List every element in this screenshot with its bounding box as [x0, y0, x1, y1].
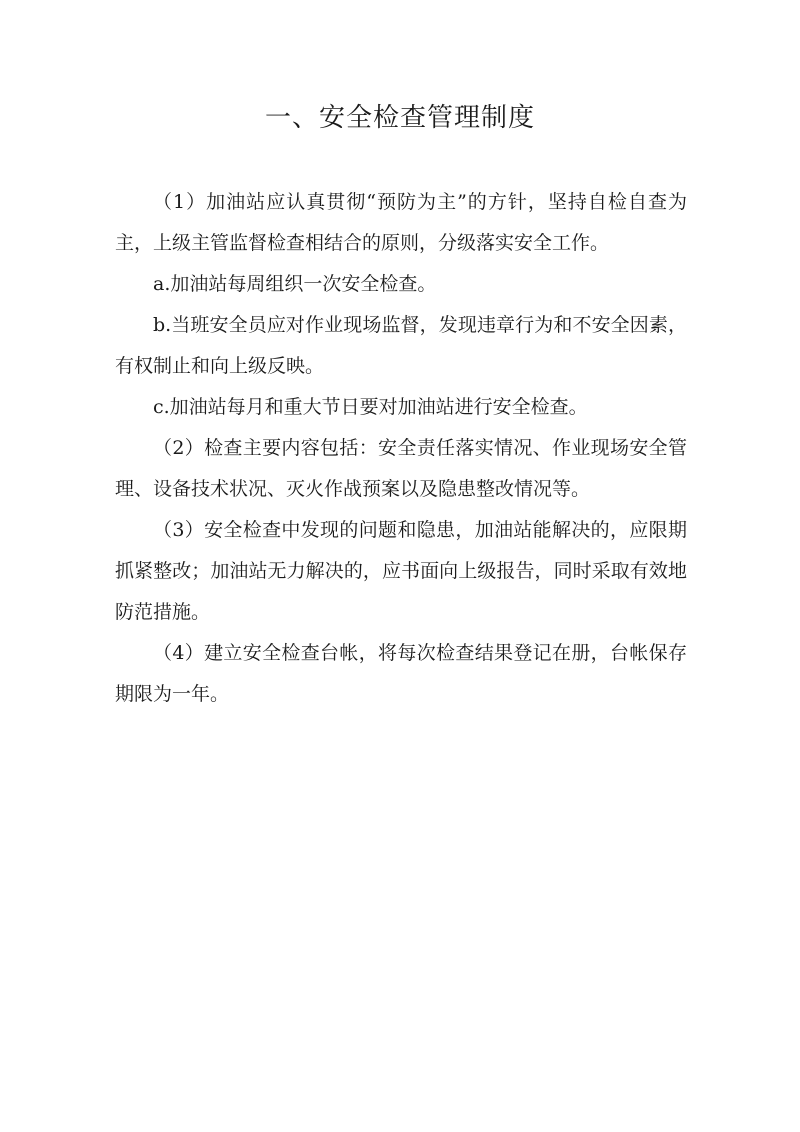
paragraph-3: （3）安全检查中发现的问题和隐患，加油站能解决的，应限期抓紧整改；加油站无力解决的，应书面向上级报告，同时采取有效地防范措施。 — [115, 519, 687, 623]
paragraph-1a: a.加油站每周组织一次安全检查。 — [153, 273, 437, 295]
paragraph-1b: b.当班安全员应对作业现场监督，发现违章行为和不安全因素，有权制止和向上级反映。 — [115, 314, 687, 377]
document-title: 一、安全检查管理制度 — [264, 103, 535, 133]
document-body — [115, 182, 687, 715]
paragraph-1c: c.加油站每月和重大节日要对加油站进行安全检查。 — [153, 396, 588, 418]
paragraph-1: （1）加油站应认真贯彻“预防为主”的方针，坚持自检自查为主，上级主管监督检查相结合的原则，分级落实安全工作。 — [115, 191, 687, 254]
paragraph-2: （2）检查主要内容包括：安全责任落实情况、作业现场安全管理、设备技术状况、灭火作战预案以及隐患整改情况等。 — [115, 437, 687, 500]
paragraph-4: （4）建立安全检查台帐，将每次检查结果登记在册，台帐保存期限为一年。 — [115, 642, 687, 705]
